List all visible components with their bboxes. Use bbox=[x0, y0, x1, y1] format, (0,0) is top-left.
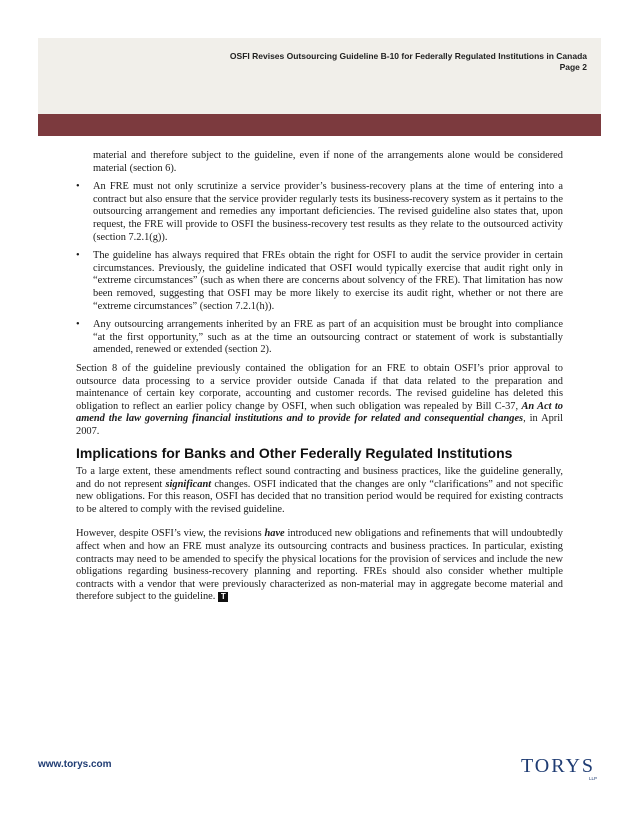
list-item-text: The guideline has always required that FREs obtain the right for OSFI to audit the service provider in certain circumstances. Previously, the guideline indicated that OSFI would typically exercise that audit right only in “extreme circumstances” (such as when there are concerns about solvency of the FRE). That limitation has now been removed, suggesting that OSFI may be more likely to exercise its audit right, whether or not there are “extreme circumstances” (section 7.2.1(h)). bbox=[93, 250, 563, 312]
footer-website-link[interactable]: www.torys.com bbox=[38, 759, 112, 770]
bullet-icon: • bbox=[76, 319, 80, 331]
implications-paragraph-1 bbox=[76, 466, 563, 516]
torys-logo bbox=[513, 756, 603, 782]
header-accent-bar bbox=[38, 114, 601, 136]
para2-emphasis: have bbox=[264, 528, 285, 540]
para1-text-before: To a large extent, these amendments reflect sound contracting and business practices, like the guideline generally, and do not represent bbox=[76, 466, 563, 490]
list-item-text: Any outsourcing arrangements inherited by an FRE as part of an acquisition must be brought into compliance “at the first opportunity,” such as at the time an outsourcing contract or statement of work is substantially amended, renewed or extended (section 2). bbox=[93, 319, 563, 356]
bullet-icon: • bbox=[76, 181, 80, 193]
list-item bbox=[76, 319, 563, 357]
para2-text-before: However, despite OSFI’s view, the revisions bbox=[76, 528, 265, 540]
list-item-text: An FRE must not only scrutinize a service provider’s business-recovery plans at the time of entering into a contract but also ensure that the service provider regularly tests its business-recovery system as it pertains to the outsourcing arrangement and remedies any important deficiencies. The revised guideline also states that, upon request, the FRE will provide to OSFI the business-recovery test results as they relate to the outsourced activity (section 7.2.1(g)). bbox=[93, 181, 563, 243]
para2-text-after: introduced new obligations and refinements that will undoubtedly affect when and how an FRE must analyze its outsourcing contracts and business practices. In particular, existing contracts may need to be amended to specify the physical locations for the provision of services and include the new obligations regarding business-recovery planning and reporting. FREs should also consider whether multiple contracts with a vendor that were previously characterized as non-material may in aggregate become material and therefore subject to the guideline. bbox=[76, 528, 563, 603]
section8-suffix: , in April 2007. bbox=[76, 413, 564, 437]
bullet-icon: • bbox=[76, 250, 80, 262]
logo-wordmark: TORYS bbox=[520, 755, 596, 777]
page-number: Page 2 bbox=[559, 62, 587, 72]
logo-llp: LLP bbox=[588, 776, 597, 781]
list-item bbox=[76, 181, 563, 244]
document-body bbox=[76, 150, 563, 610]
header-title-block bbox=[230, 51, 587, 73]
act-title: An Act to amend the law governing financial institutions and to provide for related and consequential changes bbox=[76, 400, 564, 425]
list-item bbox=[76, 250, 563, 313]
section8-text: Section 8 of the guideline previously contained the obligation for an FRE to obtain OSFI’s prior approval to outsource data processing to a service provider outside Canada if that data related to the preparation and maintenance of certain key corporate, accounting and customer records. The revised guideline has deleted this obligation to reflect an earlier policy change by OSFI, when such obligation was repealed by Bill C-37, bbox=[76, 362, 563, 412]
section8-paragraph bbox=[76, 363, 563, 439]
header-band bbox=[38, 38, 601, 114]
implications-paragraph-2 bbox=[76, 528, 563, 604]
para1-emphasis: significant bbox=[165, 478, 212, 490]
para1-text-after: changes. OSFI indicated that the changes are only “clarifications” and not specific new obligations. For this reason, OSFI has decided that no transition period would be required for existing contracts to be altered to comply with the revised guideline. bbox=[76, 478, 563, 515]
document-title: OSFI Revises Outsourcing Guideline B-10 for Federally Regulated Institutions in Canada bbox=[229, 51, 587, 61]
end-of-article-icon: T bbox=[218, 592, 228, 602]
section-heading: Implications for Banks and Other Federally Regulated Institutions bbox=[76, 445, 513, 462]
continued-paragraph: material and therefore subject to the guideline, even if none of the arrangements alone would be considered material (section 6). bbox=[93, 150, 563, 174]
bullet-list bbox=[76, 181, 563, 357]
